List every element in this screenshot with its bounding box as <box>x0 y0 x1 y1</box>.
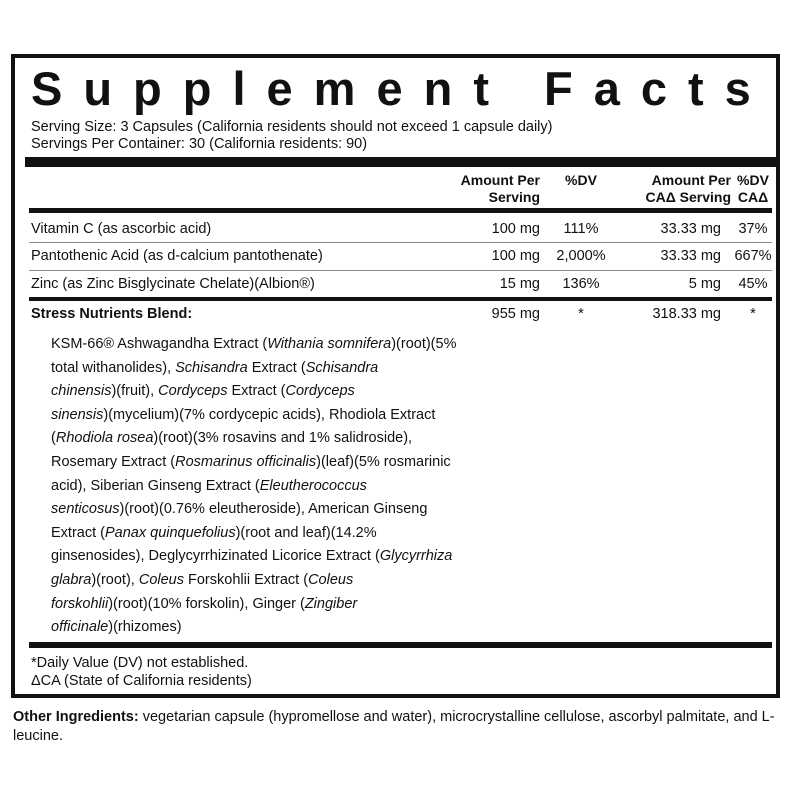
servings-per-container: Servings Per Container: 30 (California residents: 90) <box>31 136 368 152</box>
nutrient-dv: 111% <box>563 221 599 237</box>
blend-ingredient-line: total withanolides), Schisandra Extract (Schisandra <box>51 359 379 376</box>
blend-ingredient-line: (Rhodiola rosea)(root)(3% rosavins and 1% salidroside), <box>51 430 413 447</box>
panel-title: Supplement Facts <box>31 62 772 115</box>
blend-ingredient-line: forskohlii)(root)(10% forskolin), Ginger (Zingiber <box>51 595 358 612</box>
col-dv: %DV <box>565 172 597 188</box>
top-thick-divider <box>25 157 776 167</box>
nutrient-amount: 15 mg <box>499 276 540 292</box>
blend-ingredient-line: Rosemary Extract (Rosmarinus officinalis)(leaf)(5% rosmarinic <box>51 453 451 470</box>
nutrient-name: Vitamin C (as ascorbic acid) <box>31 221 212 237</box>
blend-ingredient-line: chinensis)(fruit), Cordyceps Extract (Cordyceps <box>51 383 355 400</box>
blend-ingredient-line: glabra)(root), Coleus Forskohlii Extract (Coleus <box>51 571 354 588</box>
nutrient-dv: 136% <box>562 276 600 292</box>
nutrient-amount: 100 mg <box>491 221 540 237</box>
col-amount-per-ca-serving: Amount Per CAΔ Serving <box>645 172 731 205</box>
serving-size: Serving Size: 3 Capsules (California residents should not exceed 1 capsule daily) <box>31 119 553 135</box>
blend-amount: 955 mg <box>491 306 540 322</box>
blend-ingredient-line: sinensis)(mycelium)(7% cordycepic acids), Rhodiola Extract <box>51 406 436 423</box>
row-divider <box>29 242 772 243</box>
nutrient-ca-dv: 37% <box>738 221 768 237</box>
other-ingredients-label: Other Ingredients: <box>13 709 139 725</box>
col-dv-ca: %DV CAΔ <box>737 172 769 205</box>
blend-ca-dv: * <box>750 306 756 322</box>
other-ingredients-text: vegetarian capsule (hypromellose and water), microcrystalline cellulose, ascorbyl palmitate, and L-leucine. <box>13 709 775 744</box>
nutrient-ca-dv: 45% <box>738 276 768 292</box>
blend-name: Stress Nutrients Blend: <box>31 306 193 322</box>
blend-ingredients <box>51 333 491 640</box>
nutrient-ca-amount: 33.33 mg <box>660 221 721 237</box>
supplement-facts-panel <box>11 54 780 698</box>
nutrient-dv: 2,000% <box>556 248 606 264</box>
blend-ingredient-line: ginsenosides), Deglycyrrhizinated Licorice Extract (Glycyrrhiza <box>51 548 453 565</box>
row-divider <box>29 270 772 271</box>
blend-dv: * <box>578 306 584 322</box>
footnote-ca: ΔCA (State of California residents) <box>31 673 252 689</box>
nutrient-amount: 100 mg <box>491 248 540 264</box>
nutrient-ca-dv: 667% <box>734 248 772 264</box>
nutrient-ca-amount: 33.33 mg <box>660 248 721 264</box>
bottom-divider <box>29 642 772 648</box>
blend-ingredient-line: senticosus)(root)(0.76% eleutheroside), American Ginseng <box>51 501 428 518</box>
blend-ingredient-line: KSM-66® Ashwagandha Extract (Withania somnifera)(root)(5% <box>51 336 457 352</box>
nutrient-name: Zinc (as Zinc Bisglycinate Chelate)(Albion®) <box>31 276 315 292</box>
other-ingredients <box>13 708 783 746</box>
blend-divider <box>29 297 772 301</box>
blend-ingredient-line: acid), Siberian Ginseng Extract (Eleutherococcus <box>51 477 367 494</box>
nutrient-name: Pantothenic Acid (as d-calcium pantothenate) <box>31 248 323 264</box>
blend-ingredient-line: Extract (Panax quinquefolius)(root and leaf)(14.2% <box>51 524 377 541</box>
nutrient-ca-amount: 5 mg <box>688 276 721 292</box>
footnote-dv: *Daily Value (DV) not established. <box>31 655 249 671</box>
blend-ingredient-line: officinale)(rhizomes) <box>51 619 182 636</box>
header-divider <box>29 208 772 213</box>
col-amount-per-serving: Amount Per Serving <box>460 172 540 205</box>
blend-ca-amount: 318.33 mg <box>652 306 721 322</box>
